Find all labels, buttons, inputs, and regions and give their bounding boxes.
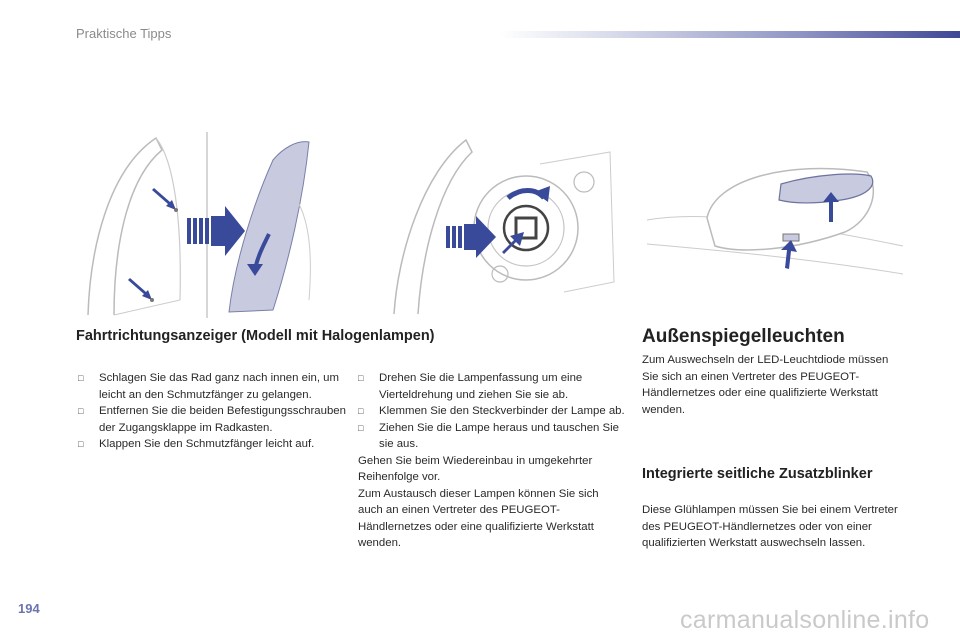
section-title-indicators: Fahrtrichtungsanzeiger (Modell mit Halogenlampen) [76,328,435,344]
side-repeaters-text: Diese Glühlampen müssen Sie bei einem Vertreter des PEUGEOT-Händlernetzes oder von einer qualifizierten Werkstatt auswechseln lassen. [642,504,898,549]
page-header-title: Praktische Tipps [76,26,172,41]
reassembly-note: Gehen Sie beim Wiedereinbau in umgekehrter Reihenfolge vor. [358,454,593,483]
insert-arrow-icon [187,206,245,256]
list-item: □ Schlagen Sie das Rad ganz nach innen ein, um leicht an den Schmutzfänger zu gelangen. [78,370,346,403]
rotate-arrow-icon [508,186,550,202]
section-title-mirror-lights: Außenspiegelleuchten [642,326,845,347]
instructions-column-2 [358,370,626,552]
list-item: □ Klappen Sie den Schmutzfänger leicht auf. [78,436,346,453]
watermark-text: carmanualsonline.info [680,606,930,634]
illustration-mudguard-opened [185,130,335,320]
list-item: □ Drehen Sie die Lampenfassung um eine Vierteldrehung und ziehen Sie sie ab. [358,370,626,403]
dealer-note: Zum Austausch dieser Lampen können Sie sich auch an einen Vertreter des PEUGEOT-Händlernetzes oder eine qualifizierte Werkstatt wenden. [358,487,599,549]
illustration-lamp-holder-rotate [384,132,620,318]
arrow-icon [152,188,176,210]
illustration-wheel-arch-screws [78,130,190,320]
header-gradient-bar [500,31,960,38]
instructions-column-1 [78,370,346,453]
list-item: □ Ziehen Sie die Lampe heraus und tauschen Sie sie aus. [358,420,626,453]
subsection-title-side-repeaters: Integrierte seitliche Zusatzblinker [642,466,873,482]
list-item: □ Entfernen Sie die beiden Befestigungsschrauben der Zugangsklappe im Radkasten. [78,403,346,436]
list-item: □ Klemmen Sie den Steckverbinder der Lampe ab. [358,403,626,420]
page-number: 194 [18,601,40,616]
mirror-lights-text: Zum Auswechseln der LED-Leuchtdiode müssen Sie sich an einen Vertreter des PEUGEOT-Händlernetzes oder eine qualifizierte Werkstatt wenden. [642,354,889,416]
illustration-side-mirror [645,150,907,298]
arrow-icon [128,278,152,300]
